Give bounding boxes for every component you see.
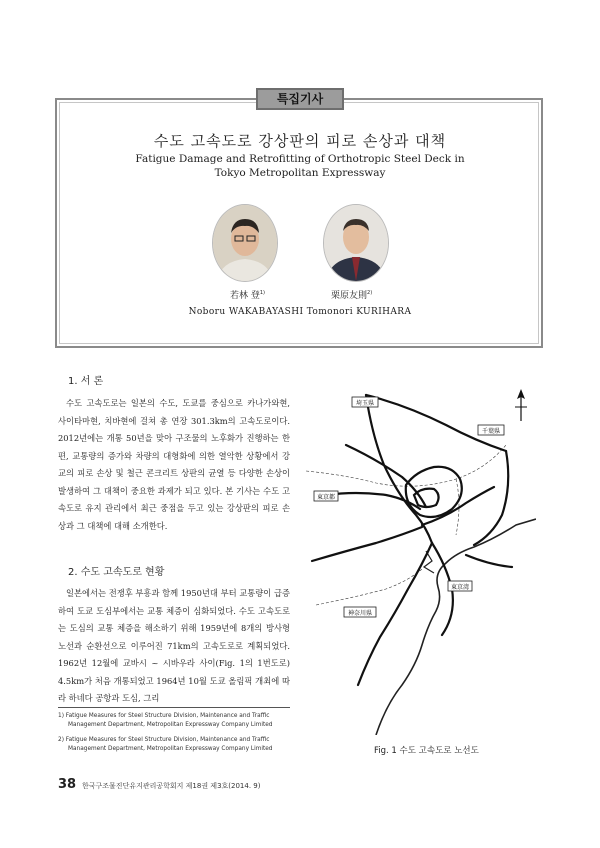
authors-english: Noboru WAKABAYASHI Tomonori KURIHARA — [188, 307, 412, 317]
route-map — [306, 375, 536, 735]
section-2-paragraph: 일본에서는 전쟁후 부흥과 함께 1950년대 부터 교통량이 급증하여 도쿄 도심부에서는 교통 체증이 심화되었다. 수도 고속도로는 도심의 교통 체증을 해소하기 위해 1959년에 8개의 방사형 노선과 순환선으로 이루어진 71km의 고속도로로 계획되었다. 1962년 12월에 교바시 ~ 시바우라 사이(Fig. 1의 1번도로) 4.5km가 처음 개통되었고 1964년 10월 도쿄 올림픽 개최에 따라 하네다 공항과 도심, 그리 — [58, 588, 290, 703]
article-title-english — [80, 152, 520, 180]
article-title-korean: 수도 고속도로 강상판의 피로 손상과 대책 — [153, 132, 447, 150]
map-label-tokyo-bay: 東京湾 — [450, 584, 470, 591]
page-number: 38 — [58, 777, 77, 792]
footnote-2 — [58, 736, 300, 754]
map-label-chiba: 千葉県 — [481, 428, 501, 435]
title-en-line-2: Tokyo Metropolitan Expressway — [214, 167, 386, 179]
map-label-saitama: 埼玉県 — [355, 400, 375, 407]
north-arrow-icon — [515, 389, 527, 421]
footnote-rule — [58, 707, 290, 708]
author-2-footnote-mark: 2) — [367, 290, 373, 296]
journal-citation: 한국구조물진단유지관리공학회지 제18권 제3호(2014. 9) — [82, 782, 261, 790]
section-1-heading: 1. 서 론 — [68, 376, 104, 387]
author-1-name-text: 若林 登 — [230, 291, 260, 301]
footnote-2-line-1: Fatigue Measures for Steel Structure Division, Maintenance and Traffic — [65, 737, 270, 743]
author-1-photo — [212, 204, 278, 282]
figure-caption: Fig. 1 수도 고속도로 노선도 — [374, 746, 479, 756]
author-1-footnote-mark: 1) — [259, 290, 266, 296]
footnote-1 — [58, 712, 300, 730]
footnote-2-line-2: Management Department, Metropolitan Expressway Company Limited — [68, 746, 273, 752]
footnote-1-line-2: Management Department, Metropolitan Expressway Company Limited — [68, 722, 273, 728]
author-2-name-text: 栗原友則 — [331, 291, 368, 301]
section-1-paragraph: 수도 고속도로는 일본의 수도, 도쿄를 중심으로 카나가와현, 사이타마현, 치바현에 걸쳐 총 연장 301.3km의 고속도로이다. 2012년에는 개통 50년을 맞아 구조물의 노후화가 진행하는 한편, 교통량의 증가와 차량의 대형화에 의한 열악한 상황에서 강교의 피로 손상 및 철근 콘크리트 상판의 균열 등 다양한 손상이 발생하여 그 대책이 중요한 과제가 되고 있다. 본 기사는 수도 고속도로 유지 관리에서 최근 중점을 두고 있는 강상판의 피로 손상과 그 대책에 대해 소개한다. — [58, 398, 290, 531]
footnote-2-number: 2) — [58, 737, 64, 743]
author-2-photo — [323, 204, 389, 282]
map-label-tokyo: 東京都 — [316, 494, 336, 501]
footnote-1-line-1: Fatigue Measures for Steel Structure Division, Maintenance and Traffic — [65, 713, 270, 719]
section-badge: 특집기사 — [256, 88, 344, 110]
coastline — [376, 519, 536, 735]
footnote-1-number: 1) — [58, 713, 64, 719]
map-label-kanagawa: 神奈川県 — [347, 610, 373, 617]
expressway-routes — [312, 395, 512, 685]
section-2-heading: 2. 수도 고속도로 현황 — [68, 567, 165, 578]
title-en-line-1: Fatigue Damage and Retrofitting of Orthotropic Steel Deck in — [135, 153, 465, 165]
author-1-name — [230, 288, 265, 301]
author-2-name — [331, 288, 372, 301]
